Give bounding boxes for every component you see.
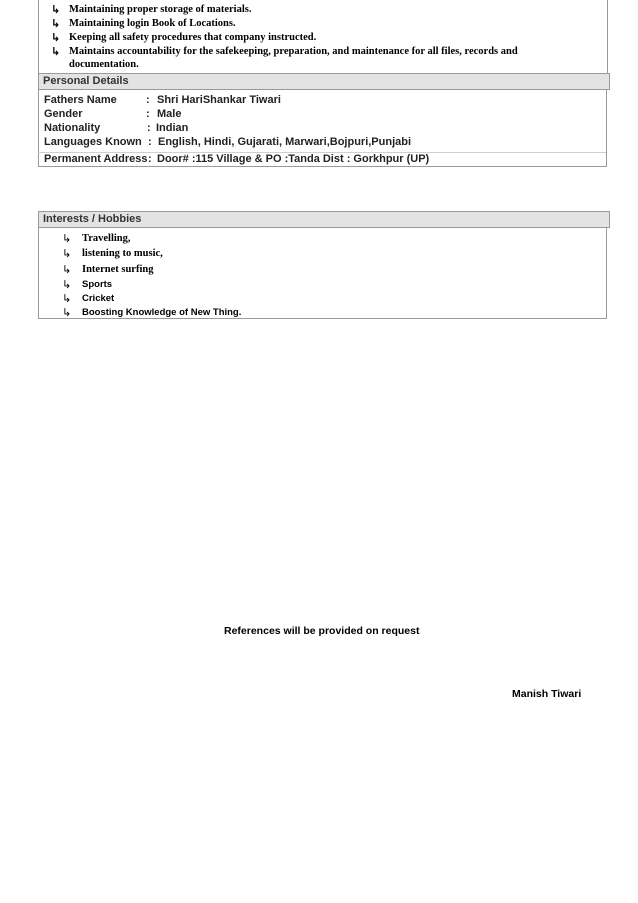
arrow-bullet-icon: ↳	[62, 247, 72, 260]
arrow-bullet-icon: ↳	[51, 3, 61, 16]
arrow-bullet-icon: ↳	[51, 45, 61, 58]
row-label: Nationality	[44, 122, 101, 134]
hobby-text: Travelling,	[82, 233, 131, 244]
row-value: English, Hindi, Gujarati, Marwari,Bojpuri,Punjabi	[158, 136, 412, 148]
row-value: Indian	[156, 122, 189, 134]
duty-text: Maintaining proper storage of materials.	[69, 4, 252, 15]
arrow-bullet-icon: ↳	[62, 232, 72, 245]
arrow-bullet-icon: ↳	[62, 263, 72, 276]
row-sep: :	[147, 122, 151, 134]
row-label: Languages Known	[44, 136, 142, 148]
hobby-text: Boosting Knowledge of New Thing.	[82, 307, 242, 318]
duty-text: Maintaining login Book of Locations.	[69, 18, 236, 29]
row-value: Shri HariShankar Tiwari	[157, 94, 281, 106]
arrow-bullet-icon: ↳	[51, 17, 61, 30]
arrow-bullet-icon: ↳	[51, 31, 61, 44]
row-sep: :	[148, 136, 152, 148]
arrow-bullet-icon: ↳	[62, 278, 72, 291]
hobby-text: Cricket	[82, 293, 115, 304]
hobby-text: Internet surfing	[82, 264, 154, 275]
row-value: Door# :115 Village & PO :Tanda Dist : Gorkhpur (UP)	[157, 153, 430, 165]
references-note: References will be provided on request	[224, 625, 420, 637]
duty-text: Maintains accountability for the safekeeping, preparation, and maintenance for all files, records and documentation.	[69, 46, 518, 70]
row-sep: :	[146, 94, 150, 106]
arrow-bullet-icon: ↳	[62, 292, 72, 305]
row-label: Gender	[44, 108, 83, 120]
hobby-text: listening to music,	[82, 248, 163, 259]
row-value: Male	[157, 108, 182, 120]
personal-details-header: Personal Details	[38, 73, 610, 90]
hobby-text: Sports	[82, 279, 113, 290]
duty-text: Keeping all safety procedures that company instructed.	[69, 32, 317, 43]
row-label: Permanent Address	[44, 153, 148, 165]
signature-name: Manish Tiwari	[512, 688, 582, 700]
row-sep: :	[146, 108, 150, 120]
arrow-bullet-icon: ↳	[62, 306, 72, 319]
interests-header: Interests / Hobbies	[38, 211, 610, 228]
row-sep: :	[148, 153, 152, 165]
duties-list	[38, 0, 608, 73]
row-label: Fathers Name	[44, 94, 117, 106]
